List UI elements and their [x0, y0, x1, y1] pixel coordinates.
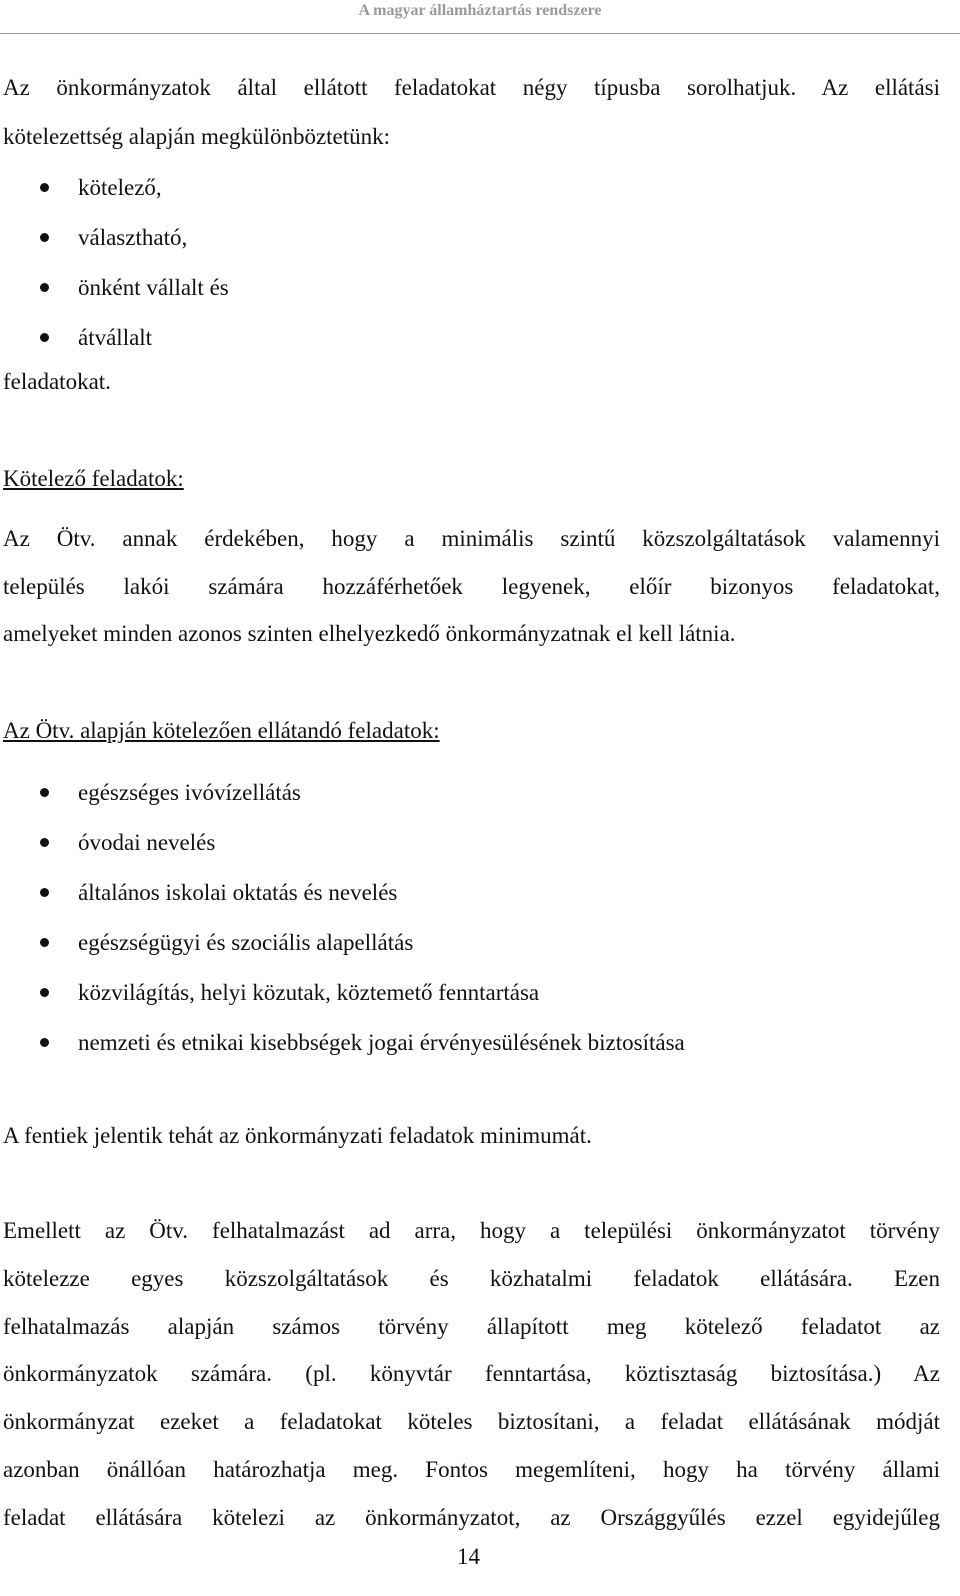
additional-line-6: azonban önállóan határozhatja meg. Fontos megemlíteni, hogy ha törvény állami — [3, 1457, 940, 1482]
intro-line-2: kötelezettség alapján megkülönböztetünk: — [3, 124, 391, 149]
list-item: óvodai nevelés — [0, 818, 685, 868]
section-heading: Kötelező feladatok: — [3, 466, 184, 491]
list-item: egészségügyi és szociális alapellátás — [0, 918, 685, 968]
additional-line-2: kötelezze egyes közszolgáltatások és közhatalmi feladatok ellátására. Ezen — [3, 1266, 940, 1291]
bullet-icon — [40, 838, 49, 847]
additional-line-1: Emellett az Ötv. felhatalmazást ad arra, hogy a települési önkormányzatot törvény — [3, 1218, 940, 1243]
additional-line-5: önkormányzat ezeket a feladatokat köteles biztosítani, a feladat ellátásának módját — [3, 1409, 940, 1434]
list-item: választható, — [0, 213, 229, 263]
list-item: egészséges ivóvízellátás — [0, 768, 685, 818]
bullet-icon — [40, 283, 49, 292]
list-item: önként vállalt és — [0, 263, 229, 313]
bullet-icon — [40, 183, 49, 192]
running-header — [0, 0, 960, 34]
additional-line-3: felhatalmazás alapján számos törvény állapított meg kötelező feladatot az — [3, 1314, 940, 1339]
list-item: átvállalt — [0, 313, 229, 363]
mandatory-para-line-2: település lakói számára hozzáférhetőek legyenek, előír bizonyos feladatokat, — [3, 574, 940, 599]
intro-line-1: Az önkormányzatok által ellátott feladatokat négy típusba sorolhatjuk. Az ellátási — [3, 75, 940, 100]
running-header-title: A magyar államháztartás rendszere — [358, 2, 602, 19]
page-number: 14 — [457, 1544, 480, 1569]
list-item: általános iskolai oktatás és nevelés — [0, 868, 685, 918]
bullet-icon — [40, 788, 49, 797]
additional-line-7: feladat ellátására kötelezi az önkormányzatot, az Országgyűlés ezzel egyidejűleg — [3, 1505, 940, 1530]
mandatory-task-list — [0, 768, 685, 1068]
summary-text: A fentiek jelentik tehát az önkormányzati feladatok minimumát. — [3, 1123, 592, 1148]
list-item: kötelező, — [0, 163, 229, 213]
bullet-icon — [40, 988, 49, 997]
bullet-icon — [40, 333, 49, 342]
task-type-list — [0, 163, 229, 363]
mandatory-para-line-1: Az Ötv. annak érdekében, hogy a minimális szintű közszolgáltatások valamennyi — [3, 526, 940, 551]
additional-line-4: önkormányzatok számára. (pl. könyvtár fenntartása, köztisztaság biztosítása.) Az — [3, 1361, 940, 1386]
subheading: Az Ötv. alapján kötelezően ellátandó feladatok: — [3, 718, 440, 743]
bullet-icon — [40, 1038, 49, 1047]
bullet-icon — [40, 233, 49, 242]
intro-closing: feladatokat. — [3, 369, 111, 394]
list-item: közvilágítás, helyi közutak, köztemető fenntartása — [0, 968, 685, 1018]
bullet-icon — [40, 938, 49, 947]
list-item: nemzeti és etnikai kisebbségek jogai érvényesülésének biztosítása — [0, 1018, 685, 1068]
mandatory-para-line-3: amelyeket minden azonos szinten elhelyezkedő önkormányzatnak el kell látnia. — [3, 621, 736, 646]
bullet-icon — [40, 888, 49, 897]
